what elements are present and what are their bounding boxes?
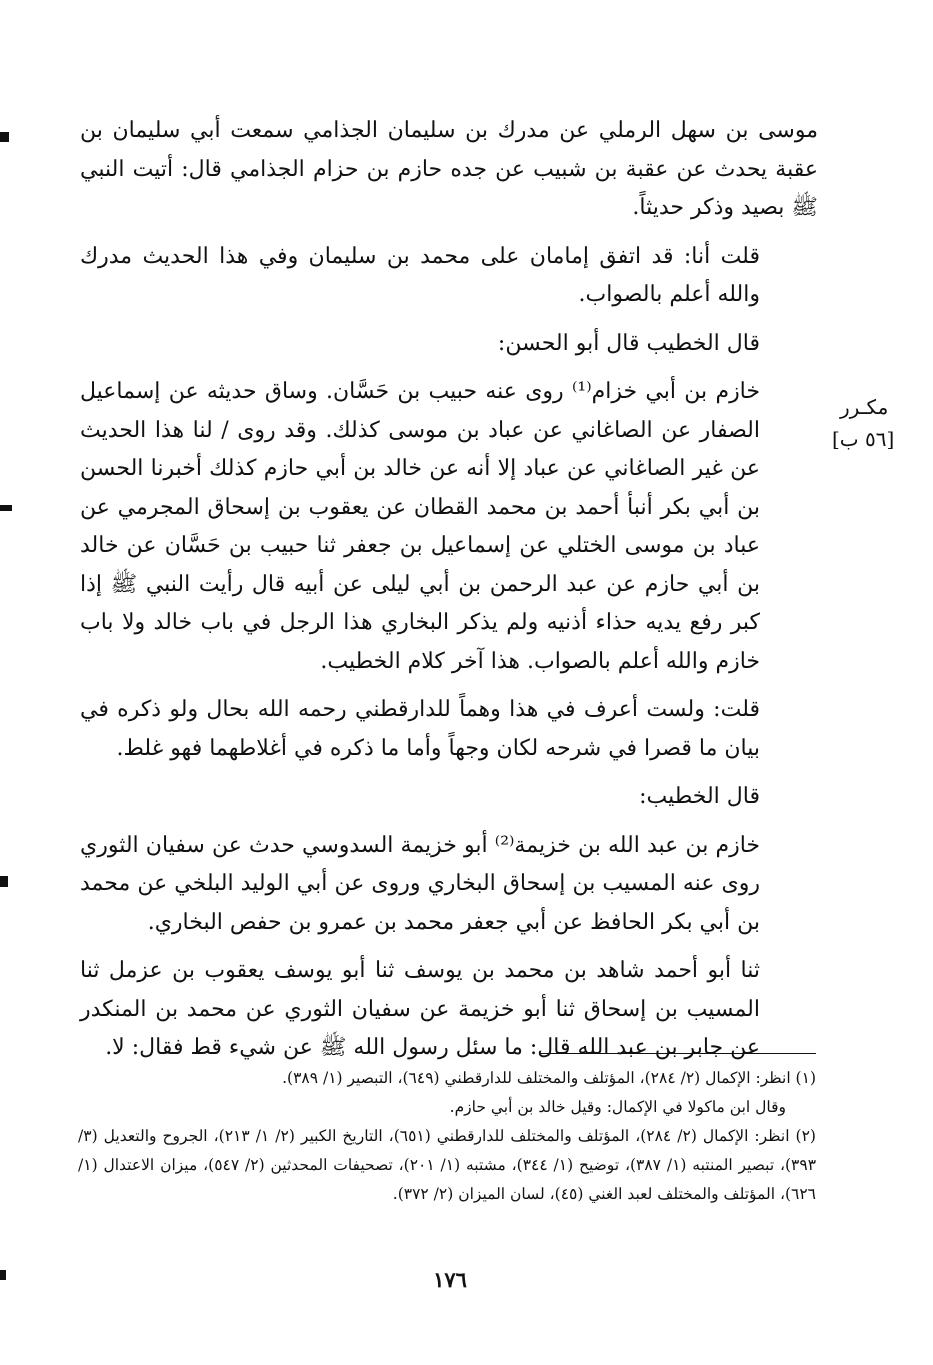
footnote-divider (540, 1053, 816, 1054)
paragraph-musa-chain: موسى بن سهل الرملي عن مدرك بن سليمان الجذامي سمعت أبي سليمان بن عقبة يحدث عن عقبة بن شبيب عن جده حازم بن حزام الجذامي قال: أتيت النبي ﷺ بصيد وذكر حديثاً. (80, 118, 818, 220)
scan-edge-mark (0, 132, 9, 142)
scan-edge-mark (0, 1270, 6, 1280)
footnotes (78, 1064, 816, 1209)
page-number: ١٧٦ (433, 1267, 467, 1292)
main-text (80, 112, 818, 1068)
scan-edge-mark (0, 876, 8, 887)
paragraph-khatib-heading-1: قال الخطيب قال أبو الحسن: (497, 330, 760, 356)
paragraph-khatib-heading-2: قال الخطيب: (639, 784, 760, 809)
paragraph-author-note-1: قلت أنا: قد اتفق إمامان على محمد بن سليمان وفي هذا الحديث مدرك والله أعلم بالصواب. (80, 243, 760, 307)
margin-note-repeated: مكـرر (840, 395, 889, 419)
footnote-2: (٢) انظر: الإكمال (٢/ ٢٨٤)، المؤتلف والمختلف للدارقطني (٦٥١)، التاريخ الكبير (٢/ ١/ ٢١٣)، الجروح والتعديل (٣/ ٣٩٣)، تبصير المنتبه (١/ ٣٨٧)، توضيح (١/ ٣٤٤)، مشتبه (١/ ٢٠١)، تصحيفات المحدثين (٢/ ٥٤٧)، ميزان الاعتدال (١/ ٦٢٦)، المؤتلف والمختلف لعبد الغني (٤٥)، لسان الميزان (٢/ ٣٧٢). (78, 1127, 817, 1203)
paragraph-hadith-chain: ثنا أبو أحمد شاهد بن محمد بن يوسف ثنا أبو يوسف يعقوب بن عزمل ثنا المسيب بن إسحاق ثنا أبو خزيمة عن سفيان الثوري عن محمد بن المنكدر عن جابر بن عبد الله قال: ما سئل رسول الله ﷺ عن شيء قط فقال: لا. (80, 958, 760, 1060)
footnote-1: (١) انظر: الإكمال (٢/ ٢٨٤)، المؤتلف والمختلف للدارقطني (٦٤٩)، التبصير (١/ ٣٨٩). (282, 1069, 816, 1087)
paragraph-khazim-abi-khazam: خازم بن أبي خزام⁽¹⁾ روى عنه حبيب بن حَسَّان. وساق حديثه عن إسماعيل الصفار عن الصاغاني عن عباد بن موسى كذلك. وقد روى / لنا هذا الحديث عن غير الصاغاني عن عباد إلا أنه عن خالد بن أبي حازم كذلك أخبرنا الحسن بن أبي بكر أنبأ أحمد بن محمد القطان عن يعقوب بن إسحاق المجرمي عن عباد بن موسى الختلي عن إسماعيل بن جعفر ثنا حبيب بن حَسَّان عن خالد بن أبي حازم عن عبد الرحمن بن أبي ليلى عن أبيه قال رأيت النبي ﷺ إذا كبر رفع يديه حذاء أذنيه ولم يذكر البخاري هذا الرجل في باب خالد ولا باب خازم والله أعلم بالصواب. هذا آخر كلام الخطيب. (80, 379, 760, 674)
paragraph-author-note-2: قلت: ولست أعرف في هذا وهماً للدارقطني رحمه الله بحال ولو ذكره في بيان ما قصرا في شرحه لكان وجهاً وأما ما ذكره في أغلاطهما فهو غلط. (80, 697, 760, 761)
footnote-1-addendum: وقال ابن ماكولا في الإكمال: وقيل خالد بن أبي حازم. (449, 1098, 786, 1116)
margin-note-folio: [٥٦ ب] (832, 427, 895, 451)
scan-edge-mark (0, 505, 12, 511)
paragraph-khazim-ibn-khuzaymah: خازم بن عبد الله بن خزيمة⁽²⁾ أبو خزيمة السدوسي حدث عن سفيان الثوري روى عنه المسيب بن إسحاق البخاري وروى عن أبي الوليد البلخي عن محمد بن أبي بكر الحافظ عن أبي جعفر محمد بن عمرو بن حفص البخاري. (80, 832, 760, 935)
